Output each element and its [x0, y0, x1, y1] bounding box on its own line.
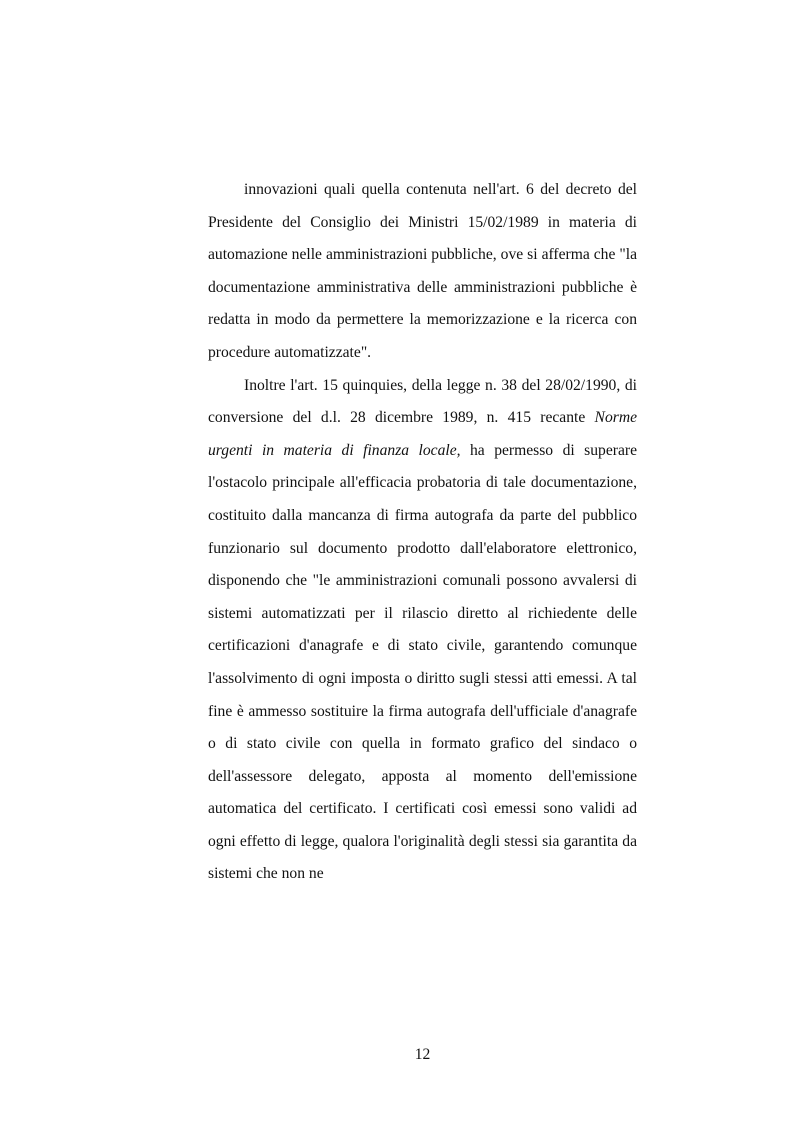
- paragraph-1-text: innovazioni quali quella contenuta nell'art. 6 del decreto del Presidente del Consiglio dei Ministri 15/02/1989 in materia di automazione nelle amministrazioni pubbliche, ove si afferma che "la documentazione amministrativa delle amministrazioni pubbliche è redatta in modo da permettere la memorizzazione e la ricerca con procedure automatizzate".: [208, 181, 637, 361]
- body-text: [208, 174, 637, 891]
- paragraph-2-text-end: ha permesso di superare l'ostacolo principale all'efficacia probatoria di tale documentazione, costituito dalla mancanza di firma autografa da parte del pubblico funzionario sul documento prodotto dall'elaboratore elettronico, disponendo che "le amministrazioni comunali possono avvalersi di sistemi automatizzati per il rilascio diretto al richiedente delle certificazioni d'anagrafe e di stato civile, garantendo comunque l'assolvimento di ogni imposta o diritto sugli stessi atti emessi. A tal fine è ammesso sostituire la firma autografa dell'ufficiale d'anagrafe o di stato civile con quella in formato grafico del sindaco o dell'assessore delegato, apposta al momento dell'emissione automatica del certificato. I certificati così emessi sono validi ad ogni effetto di legge, qualora l'originalità degli stessi sia garantita da sistemi che non ne: [208, 441, 637, 883]
- paragraph-2: [208, 370, 637, 892]
- paragraph-2-text-start: Inoltre l'art. 15 quinquies, della legge n. 38 del 28/02/1990, di conversione del d.l. 28 dicembre 1989, n. 415 recante: [208, 376, 637, 427]
- page-number: 12: [414, 1046, 431, 1063]
- law-title-italic: Norme urgenti in materia di finanza locale,: [208, 409, 637, 459]
- paragraph-1: [208, 174, 637, 370]
